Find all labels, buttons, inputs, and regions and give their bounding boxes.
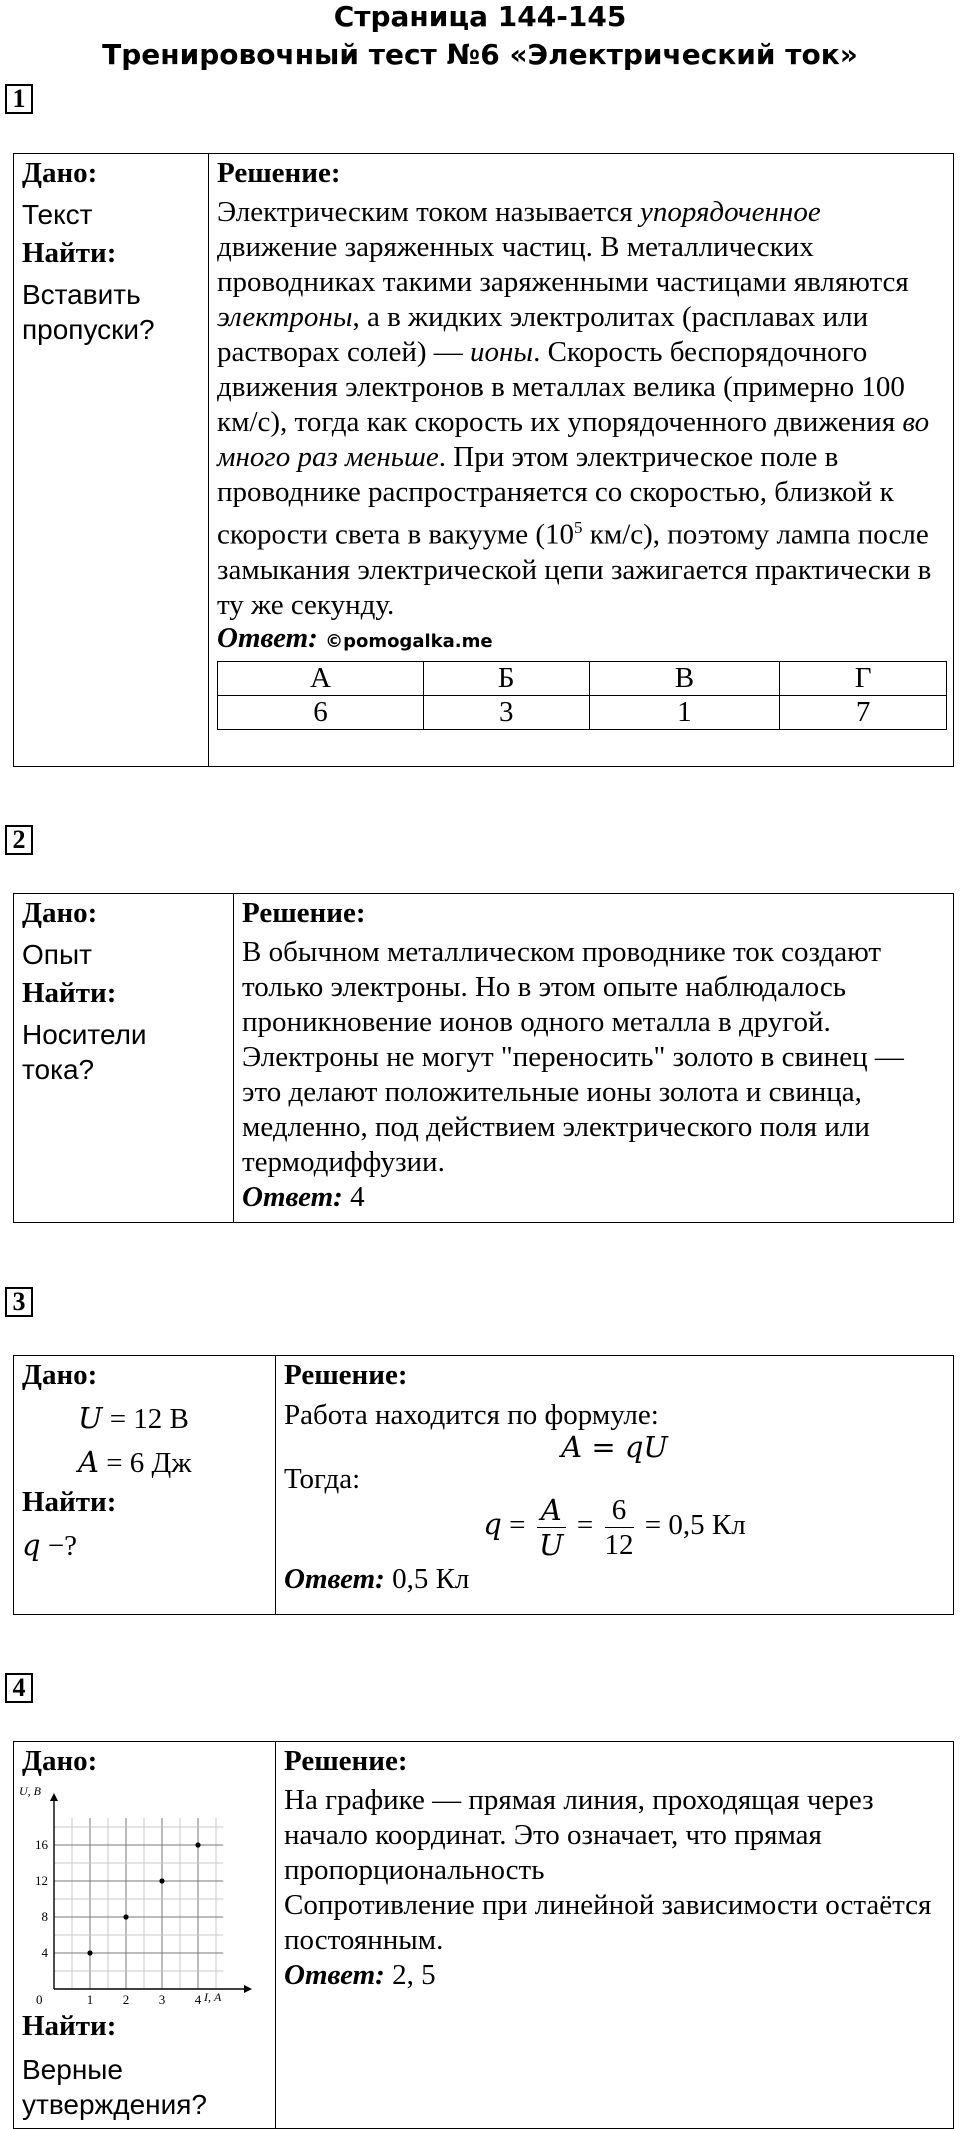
- answer-table: [217, 661, 947, 730]
- solution-label: Решение:: [242, 897, 366, 929]
- solution-cell: [276, 1356, 954, 1615]
- origin-label: 0: [36, 1992, 43, 2007]
- solution-label: Решение:: [284, 1745, 408, 1777]
- y-tick-label: 12: [35, 1873, 48, 1888]
- task-number-3: 3: [5, 1287, 33, 1317]
- answer-value-a: 6: [218, 695, 424, 729]
- find-label: Найти:: [22, 977, 117, 1009]
- data-point: [87, 1950, 92, 1955]
- given-label: Дано:: [22, 897, 98, 929]
- answer-value-b: 3: [423, 695, 589, 729]
- data-point: [123, 1914, 128, 1919]
- answer-value: 0,5 Кл: [384, 1563, 470, 1595]
- x-axis-arrow: [244, 1985, 252, 1993]
- solution-text: На графике — прямая линия, проходящая через начало координат. Это означает, что прямая пропорциональность: [284, 1784, 874, 1886]
- y-tick-label: 16: [35, 1837, 48, 1852]
- fraction-a-over-u: $\frac{A}{U}$: [537, 1493, 566, 1562]
- answer-label: Ответ:: [217, 621, 318, 654]
- task-number-1: 1: [5, 84, 33, 114]
- given-label: Дано:: [22, 1745, 98, 1777]
- voltage-current-graph: [16, 1779, 256, 2007]
- answer-value: 4: [342, 1181, 365, 1213]
- find-value: Носители тока?: [22, 1019, 147, 1085]
- solution-cell: [209, 154, 954, 767]
- answer-label: Ответ:: [242, 1181, 343, 1213]
- task-number-4: 4: [5, 1673, 33, 1703]
- given-label: Дано:: [22, 1359, 98, 1391]
- answer-line: [217, 621, 945, 659]
- watermark: ©pomogalka.me: [325, 630, 493, 652]
- solution-line-1: Работа находится по формуле:: [284, 1399, 659, 1431]
- solution-cell: [276, 1742, 954, 2129]
- x-tick-label: 2: [122, 1992, 130, 2007]
- answer-value: 2, 5: [384, 1959, 436, 1991]
- given-cell: [14, 1356, 276, 1615]
- x-axis-label: I, А: [204, 1990, 222, 2004]
- solution-text: В обычном металлическом проводнике ток создают только электроны. Но в этом опыте наблюдалось проникновение ионов одного металла в другой. Электроны не могут "переносить" золото в свинец — это делают положительные ионы золота и свинца, медленно, под действием электрического поля или термодиффузии.: [242, 936, 904, 1178]
- solution-text: Электрическим током называется упорядоченное движение заряженных частиц. В металлических проводниках такими заряженными частицами являются электроны, а в жидких электролитах (расплавах или растворах солей) — ионы. Скорость беспорядочного движения электронов в металлах велика (примерно 100 км/с), тогда как скорость их упорядоченного движения во много раз меньше. При этом электрическое поле в проводнике распространяется со скоростью, близкой к скорости света в вакууме ($10^5$ км/с), поэтому лампа после замыкания электрической цепи зажигается практически в ту же секунду.: [217, 196, 932, 621]
- formula-charge: q = $\frac{A}{U}$ = $\frac{6}{12}$ = 0,5 Кл: [483, 1493, 746, 1562]
- answer-value-g: 7: [780, 695, 947, 729]
- x-tick-label: 1: [86, 1992, 94, 2007]
- given-value: Текст: [22, 199, 93, 230]
- answer-table-header: [218, 661, 947, 695]
- answer-header-g: Г: [780, 661, 947, 695]
- find-value: Верные утверждения?: [22, 2054, 208, 2120]
- page-title: Страница 144-145: [333, 0, 627, 33]
- x-tick-label: 4: [194, 1992, 202, 2007]
- solution-label: Решение:: [284, 1359, 408, 1391]
- answer-header-b: Б: [423, 661, 589, 695]
- given-cell: [14, 1742, 276, 2129]
- page-subtitle: Тренировочный тест №6 «Электрический ток»: [102, 38, 858, 71]
- y-tick-label: 4: [41, 1945, 48, 1960]
- answer-value-v: 1: [589, 695, 780, 729]
- x-tick-label: 3: [158, 1992, 166, 2007]
- answer-header-a: А: [218, 661, 424, 695]
- task-4-table: [13, 1741, 954, 2129]
- find-value: Вставить пропуски?: [22, 279, 155, 345]
- answer-table-values: [218, 695, 947, 729]
- task-3-table: [13, 1355, 954, 1615]
- solution-cell: [234, 894, 954, 1223]
- y-tick-label: 8: [41, 1909, 48, 1924]
- task-number-2: 2: [5, 825, 33, 855]
- given-work: A = 6 Дж: [78, 1445, 192, 1479]
- answer-line: [284, 1958, 945, 1993]
- solution-line-2: Тогда:: [284, 1463, 361, 1495]
- given-voltage: U = 12 В: [78, 1401, 189, 1435]
- answer-header-v: В: [589, 661, 780, 695]
- answer-line: [242, 1180, 945, 1215]
- find-label: Найти:: [22, 237, 117, 269]
- find-value: q −?: [22, 1528, 78, 1562]
- given-cell: [14, 154, 209, 767]
- task-2-table: [13, 893, 954, 1223]
- formula-work: A = qU: [561, 1430, 668, 1464]
- find-label: Найти:: [22, 2010, 117, 2042]
- solution-text-2: Сопротивление при линейной зависимости остаётся постоянным.: [284, 1889, 932, 1956]
- given-value: Опыт: [22, 939, 92, 970]
- data-point: [159, 1878, 164, 1883]
- answer-label: Ответ:: [284, 1959, 385, 1991]
- y-axis-label: U, В: [19, 1784, 41, 1798]
- data-point: [195, 1842, 200, 1847]
- given-label: Дано:: [22, 157, 98, 189]
- find-label: Найти:: [22, 1486, 117, 1518]
- answer-label: Ответ:: [284, 1563, 385, 1595]
- fraction-6-over-12: $\frac{6}{12}$: [604, 1494, 634, 1561]
- y-axis-arrow: [50, 1793, 58, 1801]
- answer-line: [284, 1562, 945, 1597]
- task-1-table: [13, 153, 954, 767]
- given-cell: [14, 894, 234, 1223]
- solution-label: Решение:: [217, 157, 341, 189]
